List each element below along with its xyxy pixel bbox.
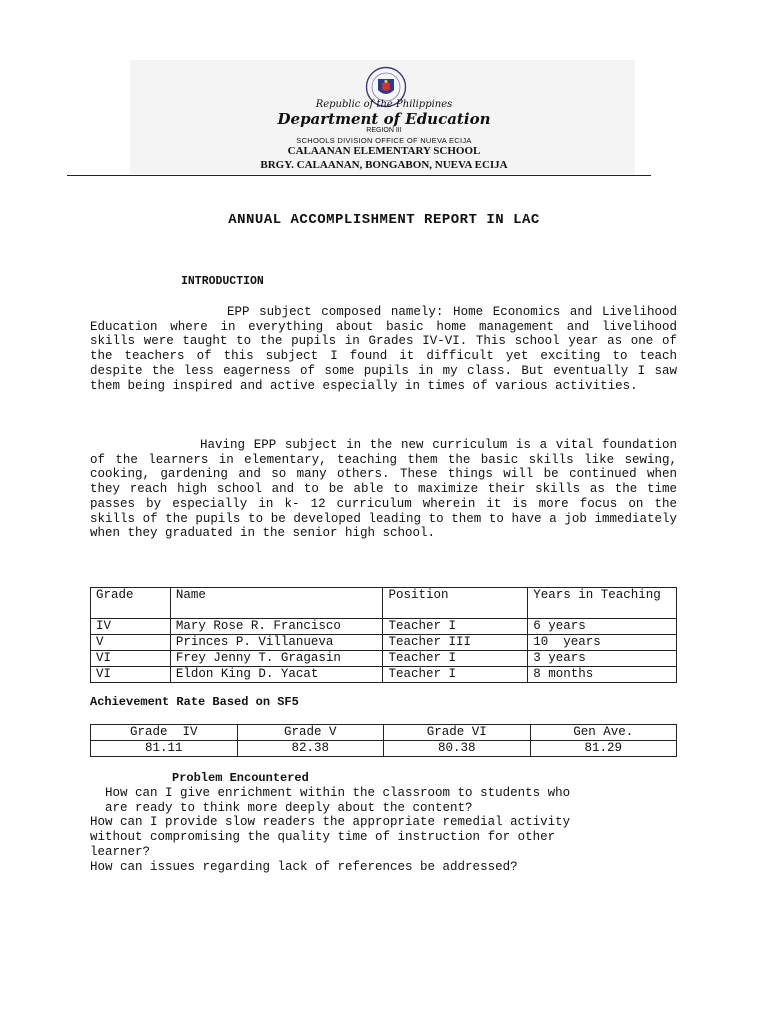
- cell-name: Eldon King D. Yacat: [170, 667, 383, 683]
- cell-years: 10 years: [528, 635, 677, 651]
- cell-years: 8 months: [528, 667, 677, 683]
- problems-heading: Problem Encountered: [172, 771, 309, 785]
- cell-grade: VI: [91, 651, 171, 667]
- problem-line: How can I provide slow readers the appropriate remedial activity: [90, 815, 571, 830]
- cell-grade: V: [91, 635, 171, 651]
- column-header-grade-vi: Grade VI: [384, 725, 531, 741]
- cell-position: Teacher I: [383, 651, 528, 667]
- table-row: [91, 651, 677, 667]
- region-line: REGION III: [366, 127, 402, 134]
- table-row: [91, 619, 677, 635]
- rate-gen-ave: 81.29: [530, 741, 677, 757]
- problems-list: [90, 786, 690, 874]
- cell-grade: IV: [91, 619, 171, 635]
- cell-name: Frey Jenny T. Gragasin: [170, 651, 383, 667]
- rate-grade-vi: 80.38: [384, 741, 531, 757]
- introduction-paragraph-2: Having EPP subject in the new curriculum is a vital foundation of the learners in elementary, teaching them the basic skills like sewing, cooking, gardening and so many others. These things will be continued when they reach high school and to be able to maximize their skills as the time passes by especially in k- 12 curriculum wherein it is more focus on the skills of the pupils to be developed leading to them to have a job immediately when they graduated in the senior high school.: [90, 438, 677, 541]
- cell-name: Mary Rose R. Francisco: [170, 619, 383, 635]
- column-header-grade-iv: Grade IV: [91, 725, 238, 741]
- introduction-paragraph-1: EPP subject composed namely: Home Economics and Livelihood Education where in everything about basic home management and livelihood skills were taught to the pupils in Grades IV-VI. This school year as one of the teachers of this subject I found it difficult yet exciting to teach despite the less eagerness of some pupils in my class. But eventually I saw them being inspired and active especially in times of various activities.: [90, 305, 677, 393]
- republic-line: Republic of the Philippines: [315, 99, 453, 110]
- cell-grade: VI: [91, 667, 171, 683]
- problem-line: without compromising the quality time of instruction for other: [90, 830, 556, 845]
- problem-line: are ready to think more deeply about the content?: [90, 800, 473, 815]
- column-header-grade: Grade: [91, 588, 171, 619]
- rate-grade-iv: 81.11: [91, 741, 238, 757]
- cell-years: 3 years: [528, 651, 677, 667]
- column-header-years: Years in Teaching: [528, 588, 677, 619]
- achievement-table: [90, 724, 677, 757]
- introduction-heading: INTRODUCTION: [181, 275, 264, 288]
- school-name: CALAANAN ELEMENTARY SCHOOL: [287, 145, 481, 157]
- cell-position: Teacher III: [383, 635, 528, 651]
- table-row: [91, 635, 677, 651]
- staff-table: [90, 587, 677, 683]
- school-address: BRGY. CALAANAN, BONGABON, NUEVA ECIJA: [260, 159, 508, 171]
- department-name: Department of Education: [277, 110, 491, 128]
- division-line: SCHOOLS DIVISION OFFICE OF NUEVA ECIJA: [296, 136, 472, 145]
- table-header-row: [91, 588, 677, 619]
- cell-years: 6 years: [528, 619, 677, 635]
- achievement-heading: Achievement Rate Based on SF5: [90, 695, 299, 709]
- problem-line: How can issues regarding lack of references be addressed?: [90, 859, 518, 874]
- cell-position: Teacher I: [383, 667, 528, 683]
- cell-name: Princes P. Villanueva: [170, 635, 383, 651]
- rate-grade-v: 82.38: [237, 741, 384, 757]
- table-row: [91, 667, 677, 683]
- table-row: [91, 741, 677, 757]
- document-title: ANNUAL ACCOMPLISHMENT REPORT IN LAC: [228, 212, 540, 228]
- letterhead-divider: [67, 175, 651, 176]
- problem-line: How can I give enrichment within the classroom to students who: [90, 786, 571, 800]
- column-header-name: Name: [170, 588, 383, 619]
- column-header-position: Position: [383, 588, 528, 619]
- column-header-grade-v: Grade V: [237, 725, 384, 741]
- table-header-row: [91, 725, 677, 741]
- cell-position: Teacher I: [383, 619, 528, 635]
- column-header-gen-ave: Gen Ave.: [530, 725, 677, 741]
- problem-line: learner?: [90, 844, 151, 859]
